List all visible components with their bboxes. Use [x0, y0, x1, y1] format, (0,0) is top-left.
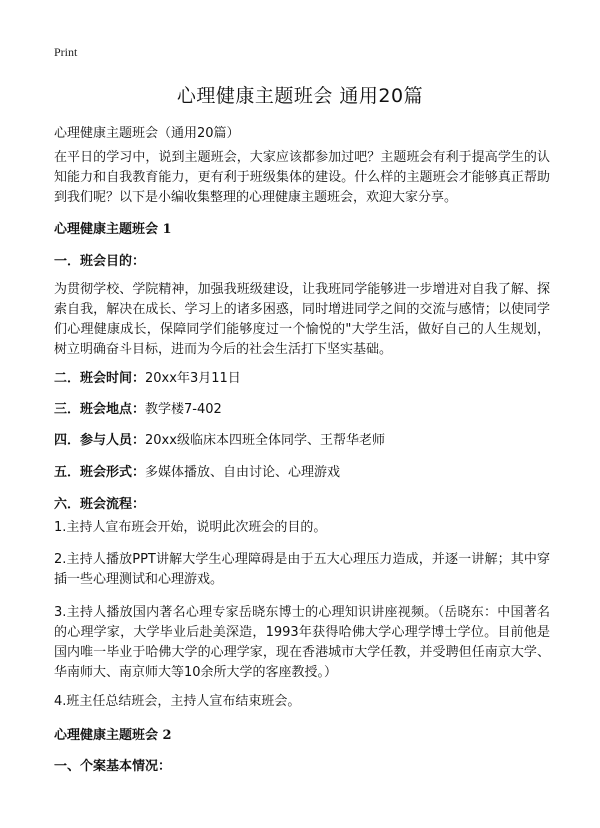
- purpose-paragraph: 为贯彻学校、学院精神，加强我班级建设，让我班同学能够进一步增进对自我了解、探索自我，解决在成长、学习上的诸多困惑，同时增进同学之间的交流与感情；以使同学们心理健康成长，保障同学们能够度过一个愉悦的"大学生活，做好自己的人生规划，树立明确奋斗目标，进而为今后的社会生活打下坚实基础。: [54, 282, 550, 357]
- process-step-4: 4.班主任总结班会，主持人宣布结束班会。: [54, 694, 301, 709]
- process-step-2: 2.主持人播放PPT讲解大学生心理障碍是由于五大心理压力造成，并逐一讲解；其中穿插一些心理测试和心理游戏。: [54, 552, 550, 587]
- participants-label: 四．参与人员：: [54, 433, 146, 448]
- process-step-3: 3.主持人播放国内著名心理专家岳晓东博士的心理知识讲座视频。（岳晓东：中国著名的心理学家，大学毕业后赴美深造，1993年获得哈佛大学心理学博士学位。目前他是国内唯一毕业于哈佛大学的心理学家，现在香港城市大学任教，并受聘但任南京大学、华南师大、南京师大等10余所大学的客座教授。）: [54, 605, 550, 680]
- intro-paragraph: 在平日的学习中，说到主题班会，大家应该都参加过吧？主题班会有利于提高学生的认知能力和自我教育能力，更有利于班级集体的建设。什么样的主题班会才能够真正帮助到我们呢？以下是小编收集整理的心理健康主题班会，欢迎大家分享。: [54, 150, 550, 205]
- print-label[interactable]: Print: [54, 45, 78, 59]
- meeting-time-value: 20xx年3月11日: [145, 371, 241, 386]
- section-2-heading: 心理健康主题班会 2: [54, 728, 172, 743]
- section-1-heading: 心理健康主题班会 1: [54, 222, 172, 237]
- participants-value: 20xx级临床本四班全体同学、王帮华老师: [145, 433, 385, 448]
- process-step-1: 1.主持人宣布班会开始，说明此次班会的目的。: [54, 520, 327, 535]
- meeting-format: [54, 461, 340, 480]
- meeting-time-label: 二．班会时间：: [54, 371, 146, 386]
- meeting-place: [54, 398, 222, 417]
- meeting-time: [54, 367, 241, 386]
- purpose-heading: 一．班会目的：: [54, 254, 146, 269]
- format-value: 多媒体播放、自由讨论、心理游戏: [145, 465, 341, 480]
- case-heading: 一、个案基本情况：: [54, 759, 172, 774]
- format-label: 五．班会形式：: [54, 465, 146, 480]
- meeting-place-label: 三．班会地点：: [54, 402, 146, 417]
- document-title: 心理健康主题班会 通用20篇: [176, 85, 424, 107]
- meeting-participants: [54, 429, 385, 448]
- document-subtitle: 心理健康主题班会（通用20篇）: [54, 126, 240, 141]
- meeting-place-value: 教学楼7-402: [145, 402, 222, 417]
- process-heading: 六．班会流程：: [54, 497, 146, 512]
